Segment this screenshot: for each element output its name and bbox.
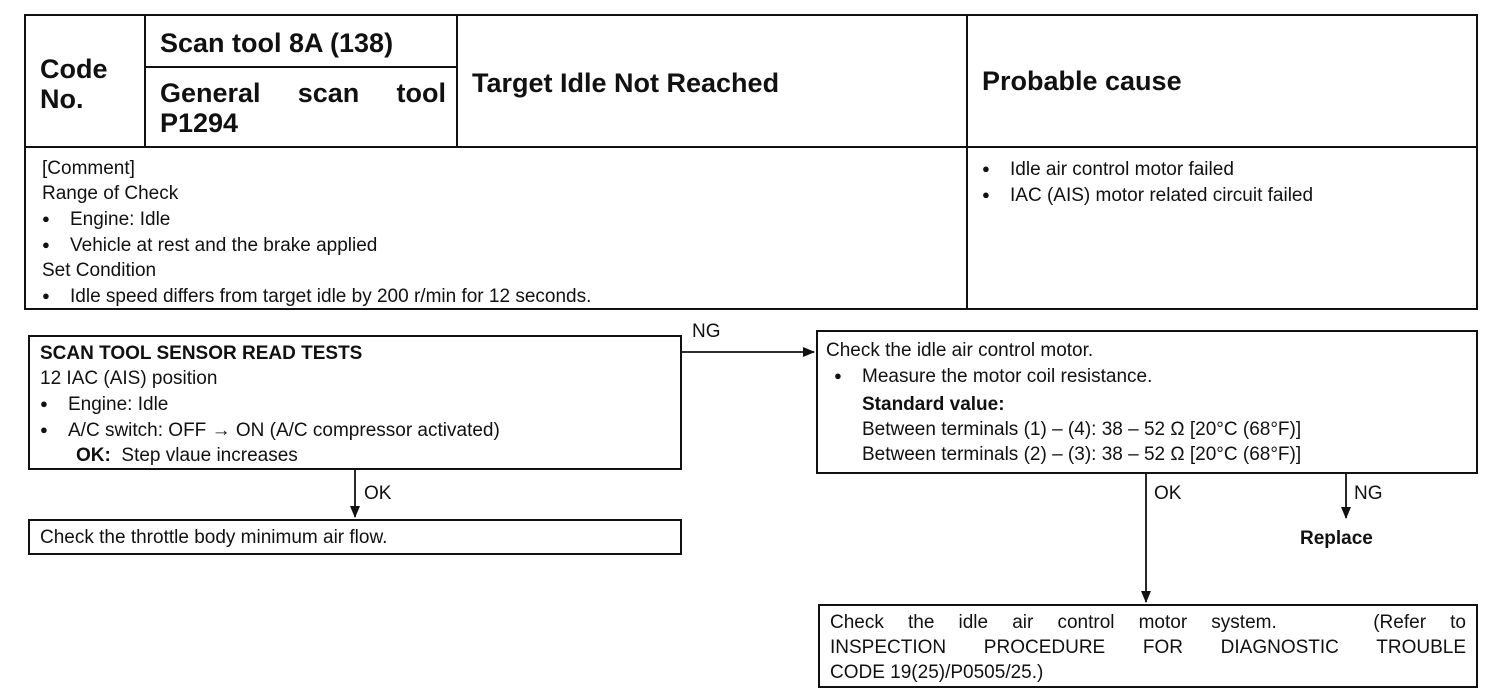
replace-label: Replace [1300,528,1373,549]
divider [456,16,458,146]
system-check-line: CODE 19(25)/P0505/25.) [830,662,1044,683]
motor-check-box [816,330,1478,474]
resistance-line-1: Between terminals (1) – (4): 38 – 52 Ω [20°C (68°F)] [862,419,1302,440]
throttle-check-text: Check the throttle body minimum air flow. [40,527,388,548]
comment-line: Range of Check [42,183,179,204]
sensor-test-ok: OK: Step vlaue increases [76,445,298,466]
comment-block [42,156,591,309]
comment-line: ● Engine: Idle [42,206,591,232]
ng-label: NG [692,321,721,342]
motor-check-bullet: ● Measure the motor coil resistance. [826,363,1468,389]
page-title: Target Idle Not Reached [472,68,780,98]
sensor-test-bullet: ● A/C switch: OFF → ON (A/C compressor activated) [40,417,670,443]
comment-line: Set Condition [42,260,157,281]
code-no-label: Code No. [40,54,108,114]
system-check-line: Check the idle air control motor system. (Refer to [830,612,1466,633]
divider [144,16,146,146]
sensor-read-tests-box [28,335,682,470]
sensor-test-item: 12 IAC (AIS) position [40,368,218,389]
comment-line: ● Idle speed differs from target idle by 200 r/min for 12 seconds. [42,283,591,309]
ok-label: OK [1154,483,1182,504]
standard-value-label: Standard value: [862,394,1005,415]
general-scan-tool-label: General scan tool P1294 [160,78,446,138]
ok-label: OK [364,483,392,504]
comment-line: [Comment] [42,158,135,179]
system-check-line: INSPECTION PROCEDURE FOR DIAGNOSTIC TROUBLE [830,637,1466,658]
scan-tool-8a-label: Scan tool 8A (138) [160,28,394,58]
sensor-test-title: SCAN TOOL SENSOR READ TESTS [40,343,363,364]
cause-item: ● Idle air control motor failed [982,156,1313,182]
throttle-check-box [28,519,682,555]
header-table [24,14,1478,310]
resistance-line-2: Between terminals (2) – (3): 38 – 52 Ω [20°C (68°F)] [862,444,1302,465]
motor-check-title: Check the idle air control motor. [826,340,1094,361]
system-check-box [818,604,1478,688]
ng-label: NG [1354,483,1383,504]
probable-causes-list [982,156,1313,208]
probable-cause-label: Probable cause [982,66,1182,96]
divider [144,66,458,68]
divider [26,146,1476,148]
cause-item: ● IAC (AIS) motor related circuit failed [982,182,1313,208]
sensor-test-bullet: ● Engine: Idle [40,391,670,417]
divider [966,16,968,308]
comment-line: ● Vehicle at rest and the brake applied [42,232,591,258]
